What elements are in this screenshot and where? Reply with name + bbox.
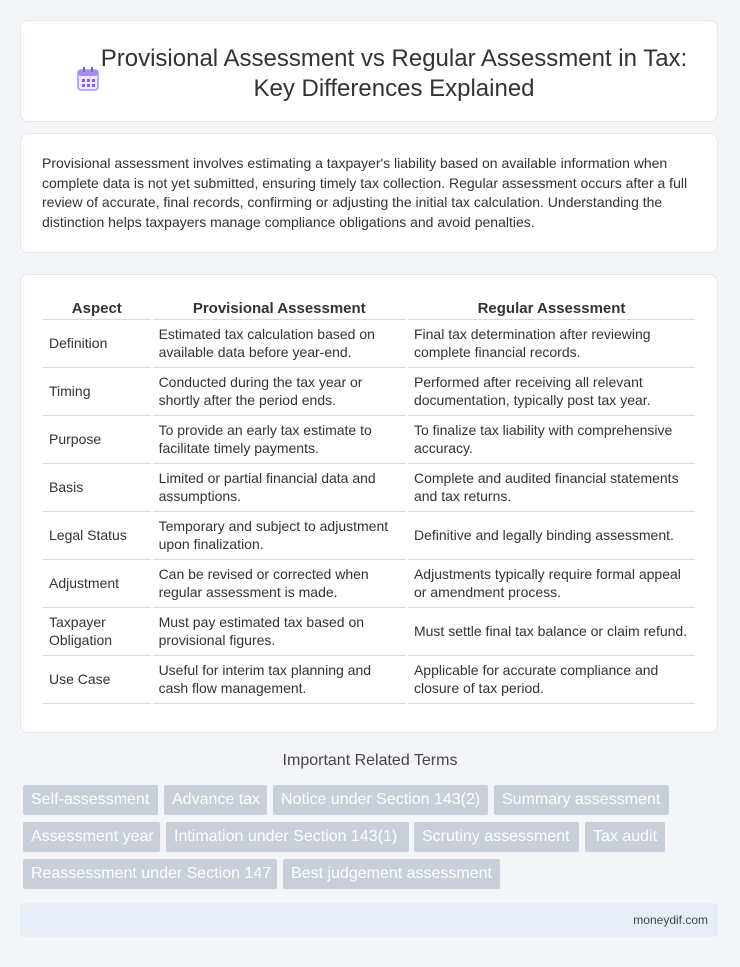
regular-cell: Complete and audited financial statements and tax returns. [408, 464, 695, 512]
footer [20, 903, 718, 937]
related-term-tag[interactable]: Notice under Section 143(2) [273, 785, 488, 815]
regular-cell: Must settle final tax balance or claim refund. [408, 608, 695, 656]
header-aspect: Aspect [43, 295, 151, 320]
table-header-row [43, 295, 695, 320]
footer-site-name[interactable]: moneydif.com [633, 913, 708, 927]
provisional-cell: Estimated tax calculation based on available data before year-end. [153, 320, 406, 368]
aspect-cell: Taxpayer Obligation [43, 608, 151, 656]
related-term-tag[interactable]: Summary assessment [494, 785, 669, 815]
provisional-cell: Temporary and subject to adjustment upon finalization. [153, 512, 406, 560]
related-term-tag[interactable]: Assessment year [23, 822, 160, 852]
related-term-tag[interactable]: Best judgement assessment [283, 859, 500, 889]
regular-cell: Final tax determination after reviewing complete financial records. [408, 320, 695, 368]
aspect-cell: Purpose [43, 416, 151, 464]
title-card [20, 20, 718, 122]
related-term-tag[interactable]: Scrutiny assessment [414, 822, 579, 852]
provisional-cell: Must pay estimated tax based on provisional figures. [153, 608, 406, 656]
related-term-tag[interactable]: Self-assessment [23, 785, 158, 815]
related-term-tag[interactable]: Reassessment under Section 147 [23, 859, 277, 889]
related-term-tag[interactable]: Advance tax [164, 785, 267, 815]
table-row [43, 560, 695, 608]
table-row [43, 416, 695, 464]
related-term-tag[interactable]: Tax audit [585, 822, 665, 852]
intro-card [20, 133, 718, 253]
comparison-table-card [20, 274, 718, 733]
table-row [43, 464, 695, 512]
table-row [43, 608, 695, 656]
related-terms-title: Important Related Terms [282, 752, 458, 769]
aspect-cell: Use Case [43, 656, 151, 704]
aspect-cell: Legal Status [43, 512, 151, 560]
regular-cell: To finalize tax liability with comprehensive accuracy. [408, 416, 695, 464]
provisional-cell: Limited or partial financial data and assumptions. [153, 464, 406, 512]
table-row [43, 368, 695, 416]
aspect-cell: Definition [43, 320, 151, 368]
intro-paragraph: Provisional assessment involves estimating a taxpayer's liability based on available information when complete data is not yet submitted, ensuring timely tax collection. Regular assessment occurs after a full review of accurate, final records, confirming or adjusting the initial tax calculation. Understanding the distinction helps taxpayers manage compliance obligations and avoid penalties. [42, 155, 688, 230]
provisional-cell: To provide an early tax estimate to facilitate timely payments. [153, 416, 406, 464]
header-regular: Regular Assessment [408, 295, 695, 320]
regular-cell: Applicable for accurate compliance and closure of tax period. [408, 656, 695, 704]
comparison-table [41, 295, 697, 704]
aspect-cell: Adjustment [43, 560, 151, 608]
table-row [43, 512, 695, 560]
header-provisional: Provisional Assessment [153, 295, 406, 320]
page-title: Provisional Assessment vs Regular Assessment in Tax: Key Differences Explained [100, 45, 688, 102]
provisional-cell: Can be revised or corrected when regular assessment is made. [153, 560, 406, 608]
table-row [43, 656, 695, 704]
regular-cell: Performed after receiving all relevant documentation, typically post tax year. [408, 368, 695, 416]
related-term-tag[interactable]: Intimation under Section 143(1) [166, 822, 409, 852]
table-row [43, 320, 695, 368]
provisional-cell: Useful for interim tax planning and cash flow management. [153, 656, 406, 704]
regular-cell: Adjustments typically require formal appeal or amendment process. [408, 560, 695, 608]
aspect-cell: Basis [43, 464, 151, 512]
aspect-cell: Timing [43, 368, 151, 416]
regular-cell: Definitive and legally binding assessment. [408, 512, 695, 560]
provisional-cell: Conducted during the tax year or shortly after the period ends. [153, 368, 406, 416]
